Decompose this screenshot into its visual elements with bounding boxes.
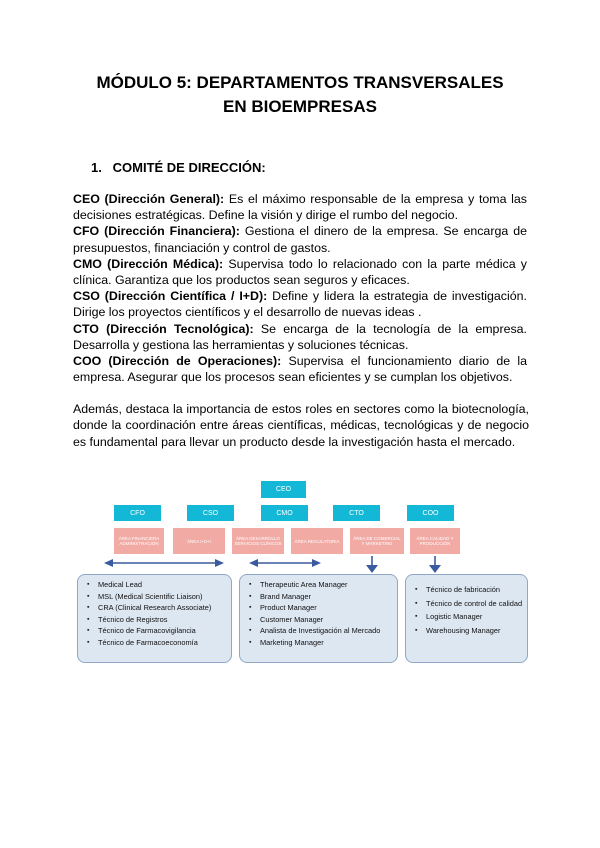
list-item: ▪ Marketing Manager [260, 637, 397, 649]
role-term: CSO (Dirección Científica / I+D): [73, 289, 268, 304]
role-cmo [73, 256, 527, 288]
role-term: COO (Dirección de Operaciones): [73, 354, 282, 369]
title-line-2: EN BIOEMPRESAS [223, 97, 377, 116]
role-coo [73, 353, 527, 385]
list-item: ▪ Warehousing Manager [426, 624, 527, 638]
role-term: CMO (Dirección Médica): [73, 256, 224, 271]
role-text: Supervisa todo lo relacionado con la parte médica y clínica. Garantiza que los productos sean seguros y eficaces. [73, 256, 527, 288]
medical-roles-group [77, 574, 232, 663]
closing-paragraph: Además, destaca la importancia de estos roles en sectores como la biotecnología, donde la coordinación entre áreas científicas, médicas, tecnológicas y de negocio es fundamental para llevar un producto desde la investigación hasta el mercado. [73, 402, 529, 449]
list-item: ▪ Técnico de control de calidad [426, 597, 527, 611]
role-cto [73, 321, 527, 353]
area-regulatory-box: ÁREA REGULATORIA [291, 528, 343, 554]
page-title [0, 71, 600, 119]
cmo-box: CMO [261, 505, 308, 521]
role-cfo [73, 223, 527, 255]
cfo-box: CFO [114, 505, 161, 521]
area-commercial-box: ÁREA DE COMERCIAL Y MARKETING [350, 528, 404, 554]
area-quality-box: ÁREA CALIDAD Y PRODUCCIÓN [410, 528, 460, 554]
role-definitions [73, 191, 527, 385]
list-item: ▪ Customer Manager [260, 614, 397, 626]
list-item: ▪ Logistic Manager [426, 610, 527, 624]
role-text: Se encarga de la tecnología de la empresa. Desarrolla y gestiona las herramientas y soluciones técnicas. [73, 321, 527, 352]
area-rd-box: ÁREA I+D+i [173, 528, 225, 554]
role-term: CEO (Dirección General): [73, 192, 225, 206]
role-text: Define y lidera la estrategia de investigación. Dirige los proyectos científicos y el desarrollo de nuevas ideas . [73, 289, 527, 320]
role-term: CFO (Dirección Financiera): [73, 224, 240, 239]
org-chart [74, 476, 530, 676]
cto-box: CTO [333, 505, 380, 521]
ceo-box: CEO [261, 481, 306, 498]
coo-box: COO [407, 505, 454, 521]
role-term: CTO (Dirección Tecnológica): [73, 321, 254, 336]
list-item: ▪ Técnico de Farmacovigilancia [98, 625, 231, 637]
list-item: ▪ Analista de Investigación al Mercado [260, 625, 397, 637]
list-item: ▪ Medical Lead [98, 579, 231, 591]
section-heading [91, 160, 266, 175]
role-text: Gestiona el dinero de la empresa. Se encarga de presupuestos, financiación y control de gastos. [73, 224, 527, 255]
list-item: ▪ Brand Manager [260, 591, 397, 603]
role-ceo [73, 191, 527, 223]
down-arrow-icon [428, 556, 442, 574]
list-item: ▪ MSL (Medical Scientific Liaison) [98, 591, 231, 603]
list-item: ▪ Product Manager [260, 602, 397, 614]
commercial-roles-group [239, 574, 398, 663]
title-line-1: MÓDULO 5: DEPARTAMENTOS TRANSVERSALES [96, 73, 504, 92]
role-text: Es el máximo responsable de la empresa y toma las decisiones estratégicas. Define la visión y dirige el rumbo del negocio. [73, 192, 527, 223]
list-item: ▪ Técnico de fabricación [426, 583, 527, 597]
section-number: 1. [91, 160, 102, 175]
operations-roles-group [405, 574, 528, 663]
list-item: ▪ Técnico de Farmacoeconomía [98, 637, 231, 649]
list-item: ▪ CRA (Clinical Research Associate) [98, 602, 231, 614]
cso-box: CSO [187, 505, 234, 521]
area-finance-box: ÁREA FINANCIERA ADMINISTRACIÓN [114, 528, 164, 554]
role-cso [73, 288, 527, 320]
list-item: ▪ Therapeutic Area Manager [260, 579, 397, 591]
down-arrow-icon [365, 556, 379, 574]
role-text: Supervisa el funcionamiento diario de la empresa. Asegurar que los procesos sean eficientes y se cumplan los objetivos. [73, 354, 528, 385]
area-clinical-box: ÁREA DESARROLLO SERVICIOS CLÍNICOS [232, 528, 284, 554]
list-item: ▪ Técnico de Registros [98, 614, 231, 626]
double-arrow-icon [104, 558, 224, 572]
section-title: COMITÉ DE DIRECCIÓN: [112, 160, 266, 175]
double-arrow-icon [249, 558, 321, 572]
